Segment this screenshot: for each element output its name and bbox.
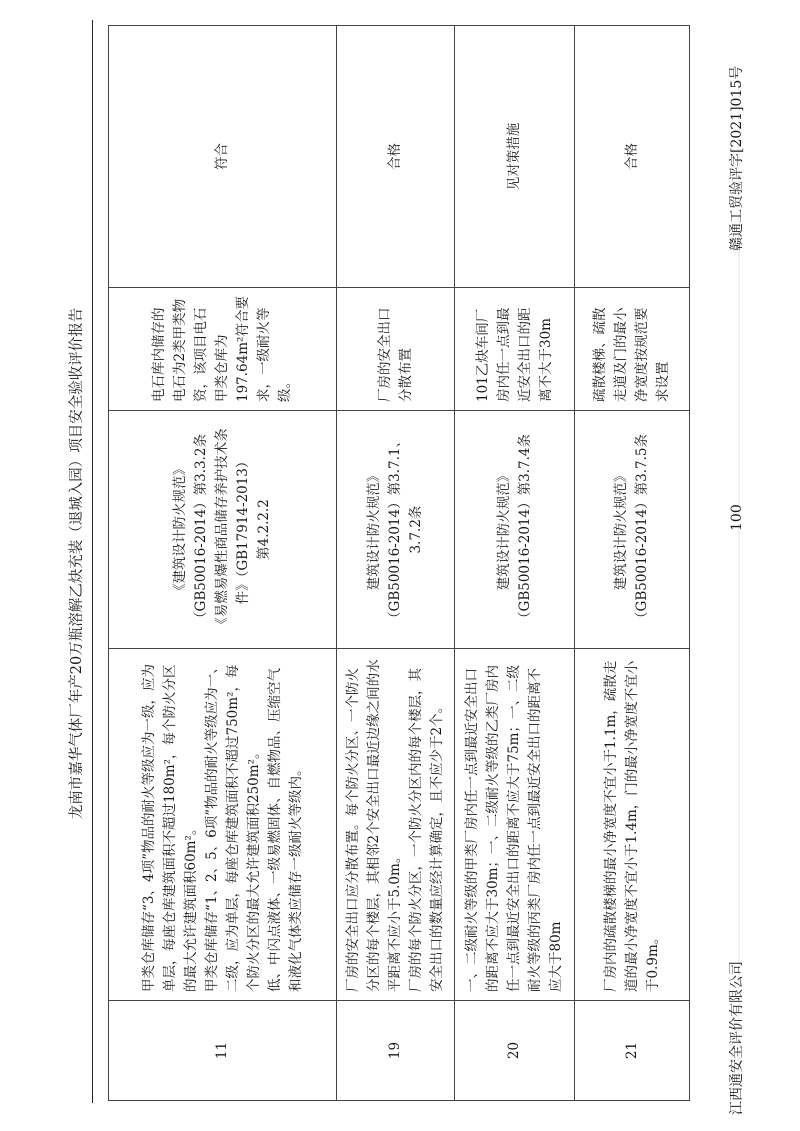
basis-text: 建筑设计防火规范》 [613, 468, 629, 591]
basis-text: （GB50016-2014）第3.3.2条 [193, 434, 209, 625]
basis-cell [575, 411, 690, 649]
basis-text: 第4.2.2.2 [256, 499, 272, 560]
basis-text: （GB50016-2014）第3.7.1、3.7.2条 [387, 434, 424, 625]
basis-text: 建筑设计防火规范》 [495, 468, 512, 591]
requirement-text: 低、中闪点液体、一级易燃固体、自燃物品、压缩空气和液化气体类应储存一级耐火等级内。 [266, 668, 304, 992]
footer-doc-code: 赣通工贸验评字[2021]015号 [729, 65, 745, 251]
fact-cell: 疏散楼梯、疏散走道及门的最小净宽度按规范要求设置 [575, 288, 690, 411]
requirement-text: 厂房的每个防火分区，一个防火分区内的每个楼层，其安全出口的数量应经计算确定，且不应少于2个。 [408, 668, 445, 992]
header-rule [92, 20, 93, 1103]
conclusion-cell: 合格 [575, 26, 690, 288]
fact-cell: 101乙炔车间厂房内任一点到最近安全出口的距离不大于30m [455, 288, 575, 411]
basis-text: 《建筑设计防火规范》 [172, 462, 188, 597]
requirement-cell [337, 649, 455, 1001]
requirement-text: 厂房内的疏散楼梯的最小净宽度不宜小于1.1m，疏散走道的最小净宽度不宜小于1.4m，门的最小净宽度不宜小于0.9m。 [602, 660, 661, 992]
conclusion-cell: 合格 [337, 26, 455, 288]
conclusion-cell: 见对策措施 [455, 26, 575, 288]
basis-cell [109, 411, 337, 649]
table-row [575, 26, 690, 1101]
table-row [455, 26, 575, 1101]
basis-text: 建筑设计防火规范》 [366, 468, 382, 591]
basis-text: （GB50016-2014）第3.7.5条 [634, 434, 650, 625]
footer-page-number: 100 [729, 504, 745, 531]
table-row [109, 26, 337, 1101]
requirement-text: 甲类仓库储存“1、2、5、6项”物品的耐火等级应为一、二级，应为单层，每座仓库建筑面积不超过750m²，每个防火分区的最大允许建筑面积250m²。 [203, 660, 262, 992]
report-header-title: 龙南市嘉华气体厂年产20万瓶溶解乙炔充装（退城入园）项目安全验收评价报告 [69, 307, 85, 820]
fact-cell: 电石库内储存的电石为2类甲类物资，该项目电石甲类仓库为197.64m²符合要求，一级耐火等级。 [109, 288, 337, 411]
requirement-cell [109, 649, 337, 1001]
basis-text: 《易燃易爆性商品储存养护技术条件》（GB17914-2013） [214, 428, 251, 631]
row-number: 21 [575, 1001, 690, 1101]
evaluation-table [108, 25, 690, 1101]
basis-cell [455, 411, 575, 649]
fact-cell: 厂房的安全出口分散布置 [337, 288, 455, 411]
requirement-text: 厂房的安全出口应分散布置。每个防火分区、一个防火分区的每个楼层，其相邻2个安全出口最近边缘之间的水平距离不应小于5.0m。 [345, 659, 403, 992]
footer-company: 江西通安全评价有限公司 [729, 961, 745, 1115]
row-number: 19 [337, 1001, 455, 1101]
requirement-cell [575, 649, 690, 1001]
basis-text: （GB50016-2014）第3.7.4条 [516, 434, 533, 625]
basis-cell [337, 411, 455, 649]
requirement-cell [455, 649, 575, 1001]
requirement-text: 甲类仓库储存“3、4项”物品的耐火等级应为一级，应为单层，每座仓库建筑面积不超过180m²，每个防火分区的最大允许建筑面积60m²。 [140, 664, 199, 992]
row-number: 20 [455, 1001, 575, 1101]
requirement-text: 一、二级耐火等级的甲类厂房内任一点到最近安全出口的距离不应大于30m；一、二级耐火等级的乙类厂房内任一点到最近安全出口的距离不应大于75m；一、二级耐火等级的丙类厂房内任一点到最近安全出口的距离不应大于80m [464, 665, 564, 992]
row-number: 11 [109, 1001, 337, 1101]
table-row [337, 26, 455, 1101]
conclusion-cell: 符合 [109, 26, 337, 288]
